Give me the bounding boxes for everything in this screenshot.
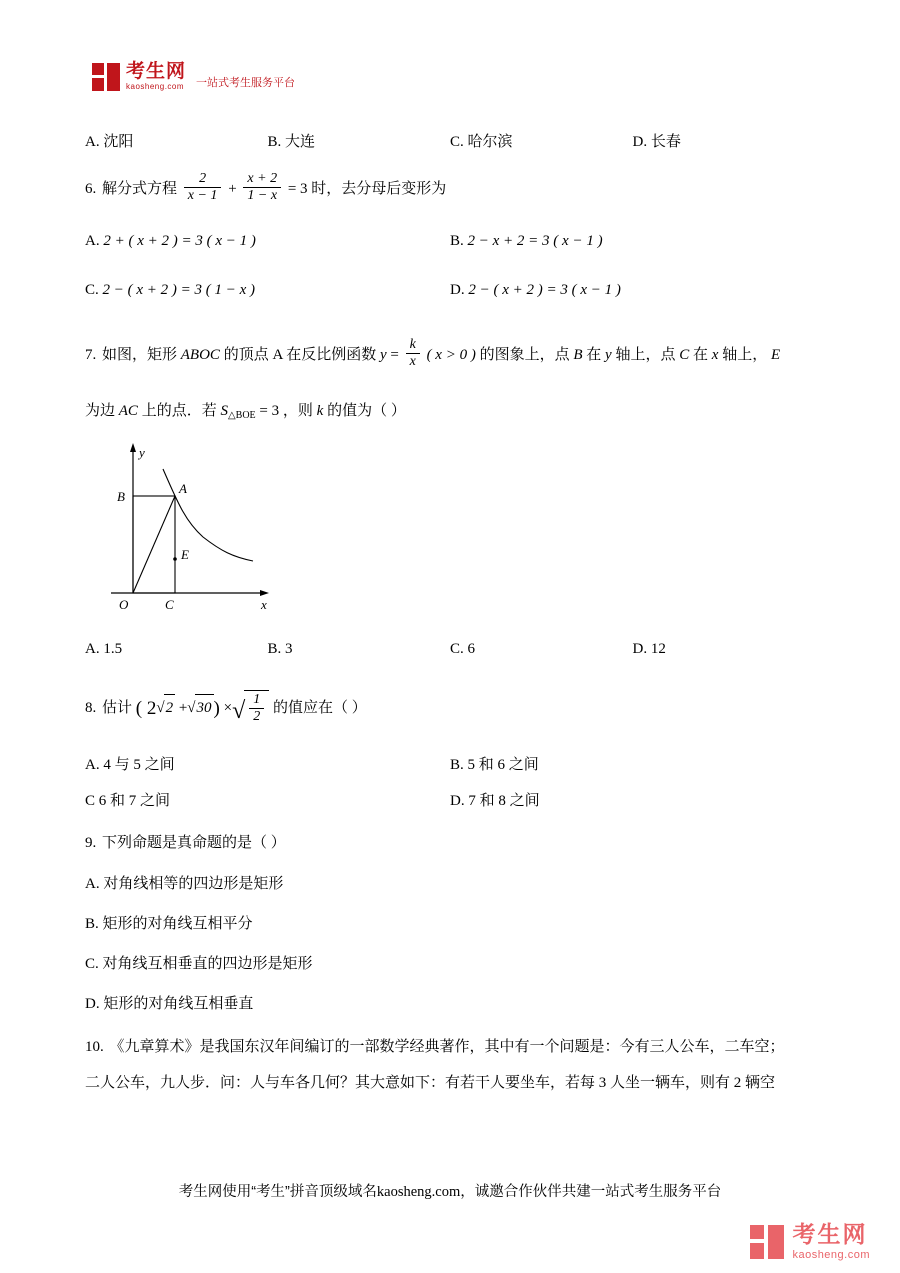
option-d: D. 7 和 8 之间 bbox=[450, 793, 540, 810]
option-c: C. 6 bbox=[450, 640, 476, 657]
logo-domain: kaosheng.com bbox=[126, 82, 185, 91]
q10-stem-line2: 二人公车，九人步．问：人与车各几何？其大意如下：有若干人要坐车，若每 3 人坐一辆车，则有 2 辆空 bbox=[85, 1074, 776, 1091]
q9-option-b: B. 矩形的对角线互相平分 bbox=[85, 915, 253, 932]
exam-content bbox=[85, 125, 815, 1100]
option-a: A. 2 + ( x + 2 ) = 3 ( x − 1 ) bbox=[85, 233, 256, 250]
option-a: A. 4 与 5 之间 bbox=[85, 756, 175, 773]
option-c: C. 哈尔滨 bbox=[450, 134, 513, 150]
q8-options-row1 bbox=[85, 752, 815, 778]
q8-stem: 8. 估计 ( 2√2 +√30 ) ×√ $\frac{1}{2}$ 的值应在（ ） bbox=[85, 691, 367, 724]
logo-mark-icon bbox=[92, 63, 120, 91]
q7-stem-line1: 7. 如图，矩形 ABOC 的顶点 A 在反比例函数 y = $\frac{k}{x}$ ( x > 0 ) 的图象上，点 B 在 y 轴上，点 C 在 x 轴上， E bbox=[85, 336, 781, 370]
q7-inverse-formula: y = $\frac{k}{x}$ ( x > 0 ) bbox=[379, 336, 476, 370]
page-footer bbox=[0, 1180, 900, 1201]
q6-options-row1 bbox=[85, 228, 815, 254]
q9-option-a: A. 对角线相等的四边形是矩形 bbox=[85, 875, 284, 892]
footer-text-2: ，诚邀合作伙伴共建一站式考生服务平台 bbox=[460, 1184, 722, 1200]
logo-slogan: 一站式考生服务平台 bbox=[196, 77, 296, 89]
option-b: B. 3 bbox=[267, 640, 293, 657]
option-b: B. 2 − x + 2 = 3 ( x − 1 ) bbox=[450, 233, 603, 250]
watermark bbox=[750, 1223, 870, 1261]
svg-text:B: B bbox=[117, 488, 125, 504]
watermark-title: 考生网 bbox=[792, 1221, 868, 1247]
q6-fraction-1: $\frac{2}{x - 1}$ bbox=[184, 171, 222, 204]
option-b: B. 5 和 6 之间 bbox=[450, 756, 539, 773]
option-a: A. 沈阳 bbox=[85, 134, 134, 150]
svg-text:C: C bbox=[165, 596, 174, 612]
q7-area-condition: $S_{\triangle BOE} = 3$ bbox=[220, 403, 280, 422]
option-b: B. 大连 bbox=[267, 134, 316, 150]
option-c: C. 2 − ( x + 2 ) = 3 ( 1 − x ) bbox=[85, 281, 256, 298]
q10-stem-line1: 10. 《九章算术》是我国东汉年间编订的一部数学经典著作，其中有一个问题是：今有三人公车，二车空； bbox=[85, 1038, 785, 1055]
q7-stem-line2: 为边 AC 上的点．若 $S_{\triangle BOE} = 3$ ，则 k 的值为（ ） bbox=[85, 403, 406, 422]
q6-fraction-2: $\frac{x + 2}{1 - x}$ bbox=[243, 171, 281, 204]
q7-figure bbox=[103, 441, 353, 626]
site-logo bbox=[92, 62, 295, 91]
q6-stem: 6. 解分式方程 $\frac{2}{x - 1}$ + $\frac{x + 2}{1 - x}$ = 3 时，去分母后变形为 bbox=[85, 171, 447, 204]
logo-title: 考生网 bbox=[126, 61, 187, 82]
option-a: A. 1.5 bbox=[85, 640, 123, 657]
svg-text:E: E bbox=[181, 546, 189, 562]
option-d: D. 长春 bbox=[632, 134, 681, 150]
watermark-domain: kaosheng.com bbox=[792, 1249, 870, 1261]
q8-expression: ( 2√2 +√30 ) ×√ $\frac{1}{2}$ bbox=[136, 700, 273, 716]
footer-text-1: 考生网使用“考生”拼音顶级域名 bbox=[178, 1184, 377, 1200]
q9-stem: 9. 下列命题是真命题的是（ ） bbox=[85, 835, 286, 852]
q5-options bbox=[85, 129, 815, 155]
footer-domain: kaosheng.com bbox=[376, 1184, 461, 1200]
watermark-mark-icon bbox=[750, 1225, 784, 1259]
q9-option-d: D. 矩形的对角线互相垂直 bbox=[85, 996, 254, 1013]
svg-text:O: O bbox=[119, 596, 129, 612]
svg-text:y: y bbox=[139, 444, 145, 460]
q6-options-row2 bbox=[85, 277, 815, 303]
svg-text:x: x bbox=[261, 596, 267, 612]
q7-graph-svg bbox=[103, 441, 353, 626]
svg-text:A: A bbox=[179, 480, 187, 496]
q8-options-row2 bbox=[85, 788, 815, 814]
option-c: C 6 和 7 之间 bbox=[85, 793, 171, 810]
option-d: D. 12 bbox=[632, 640, 666, 657]
q9-option-c: C. 对角线互相垂直的四边形是矩形 bbox=[85, 956, 313, 973]
option-d: D. 2 − ( x + 2 ) = 3 ( x − 1 ) bbox=[450, 281, 621, 298]
q7-options bbox=[85, 636, 815, 662]
